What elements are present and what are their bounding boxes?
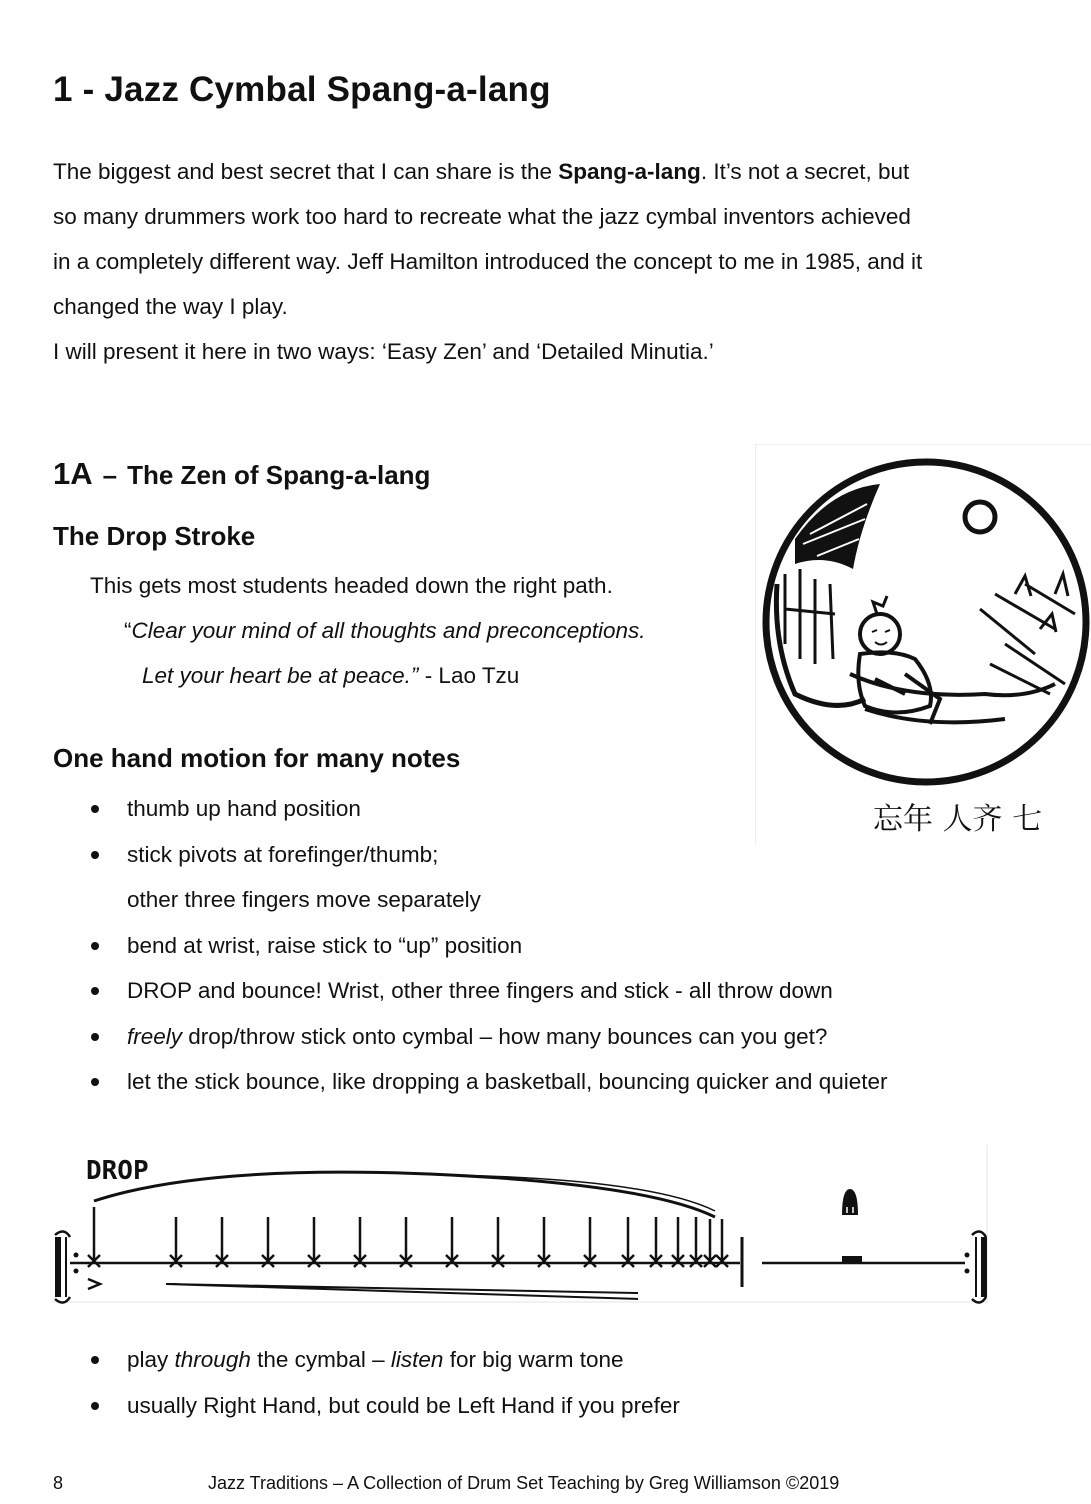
spang-a-lang-bold: Spang-a-lang xyxy=(558,159,701,184)
one-hand-heading: One hand motion for many notes xyxy=(53,743,461,773)
section-number: 1A xyxy=(53,456,93,491)
drop-stroke-heading: The Drop Stroke xyxy=(53,521,256,551)
page-number: 8 xyxy=(53,1473,64,1493)
drop-stroke-text: This gets most students headed down the right path. xyxy=(90,573,613,598)
intro-line-4: changed the way I play. xyxy=(53,294,288,319)
drop-stroke-notation xyxy=(50,1145,990,1305)
measure-rest xyxy=(842,1256,862,1263)
intro-line-2: so many drummers work too hard to recreate what the jazz cymbal inventors achieved xyxy=(53,204,911,229)
footer-text: Jazz Traditions – A Collection of Drum Set Teaching by Greg Williamson ©2019 xyxy=(208,1473,840,1493)
bullet-icon xyxy=(91,1033,99,1041)
list-item: bend at wrist, raise stick to “up” position xyxy=(53,923,888,969)
section-title: The Zen of Spang-a-lang xyxy=(127,460,431,490)
intro-line-3: in a completely different way. Jeff Hamilton introduced the concept to me in 1985, and it xyxy=(53,249,923,274)
quote-line-1: “Clear your mind of all thoughts and preconceptions. xyxy=(124,618,646,643)
intro-line-5: I will present it here in two ways: ‘Easy Zen’ and ‘Detailed Minutia.’ xyxy=(53,339,714,364)
bullet-icon xyxy=(91,851,99,859)
calligraphy-text: 忘年 人齐 七 xyxy=(873,802,1043,837)
intro-paragraph xyxy=(53,149,922,374)
list-item: DROP and bounce! Wrist, other three fingers and stick - all throw down xyxy=(53,968,888,1014)
after-notation-list xyxy=(53,1337,680,1428)
quote-attribution: - Lao Tzu xyxy=(418,663,520,688)
intro-line-1: The biggest and best secret that I can share is the Spang-a-lang. It’s not a secret, but xyxy=(53,159,910,184)
bullet-icon xyxy=(91,1402,99,1410)
bullet-icon xyxy=(91,987,99,995)
bullet-icon xyxy=(91,942,99,950)
bullet-icon xyxy=(91,1078,99,1086)
list-item: play through the cymbal – listen for big warm tone xyxy=(53,1337,680,1383)
zen-illustration xyxy=(755,444,1091,844)
list-item: stick pivots at forefinger/thumb; xyxy=(53,832,888,878)
drop-label: DROP xyxy=(86,1156,149,1186)
section-1a-heading xyxy=(53,456,430,492)
list-item: thumb up hand position xyxy=(53,786,888,832)
section-dash: – xyxy=(102,460,118,490)
list-item: freely drop/throw stick onto cymbal – how many bounces can you get? xyxy=(53,1014,888,1060)
list-item: usually Right Hand, but could be Left Hand if you prefer xyxy=(53,1383,680,1429)
quote-line-2: Let your heart be at peace.” - Lao Tzu xyxy=(142,663,520,688)
page-title: 1 - Jazz Cymbal Spang-a-lang xyxy=(53,70,551,109)
bullet-icon xyxy=(91,1356,99,1364)
bullet-icon xyxy=(91,805,99,813)
list-item: let the stick bounce, like dropping a basketball, bouncing quicker and quieter xyxy=(53,1059,888,1105)
list-item-continuation: other three fingers move separately xyxy=(127,887,481,912)
